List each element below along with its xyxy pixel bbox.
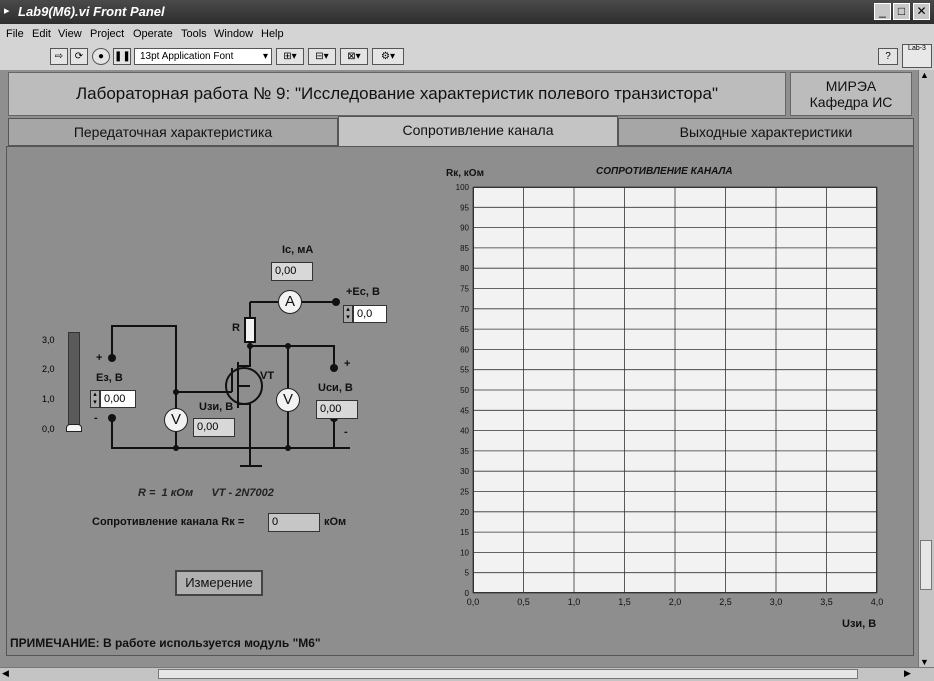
- help-button[interactable]: ?: [878, 48, 898, 65]
- chart-xtick-1,0: 1,0: [567, 597, 581, 607]
- org-name: МИРЭА: [825, 78, 877, 94]
- ez-control[interactable]: 0,00: [100, 390, 136, 408]
- slider-tick-2: 2,0: [42, 364, 55, 374]
- chart-ytick-70: 70: [460, 304, 469, 314]
- ic-indicator: 0,00: [271, 262, 313, 281]
- circuit-params: R = 1 кОм VT - 2N7002: [138, 487, 274, 499]
- org-box: [790, 72, 912, 116]
- ez-label: Eз, В: [96, 372, 123, 384]
- chart-ytick-30: 30: [460, 467, 469, 477]
- rk-label: Сопротивление канала Rк =: [92, 516, 245, 528]
- lab-header: [8, 72, 786, 116]
- slider-tick-1: 1,0: [42, 394, 55, 404]
- scroll-up-icon[interactable]: ▲: [920, 70, 929, 80]
- uzi-label: Uзи, В: [199, 401, 234, 413]
- ec-control[interactable]: 0,0: [353, 305, 387, 323]
- title-bar: [0, 0, 934, 24]
- chart-ytick-35: 35: [460, 446, 469, 456]
- chart-ytick-5: 5: [464, 568, 469, 578]
- org-department: Кафедра ИС: [809, 94, 893, 110]
- menu-window[interactable]: Window: [214, 28, 254, 40]
- ez-slider-thumb[interactable]: [66, 424, 82, 432]
- usi-minus: -: [344, 426, 348, 438]
- chart-title: СОПРОТИВЛЕНИЕ КАНАЛА: [596, 166, 733, 177]
- uzi-indicator: 0,00: [193, 418, 235, 437]
- vt-label: VT: [260, 370, 275, 382]
- vi-icon-label: Lab-3: [908, 45, 926, 52]
- menu-view[interactable]: View: [58, 28, 82, 40]
- scroll-right-icon[interactable]: ▶: [904, 668, 911, 678]
- menu-tools[interactable]: Tools: [181, 28, 207, 40]
- chart-ytick-40: 40: [460, 426, 469, 436]
- menu-help[interactable]: Help: [261, 28, 284, 40]
- chart-ytick-0: 0: [464, 589, 469, 598]
- scroll-down-icon[interactable]: ▼: [920, 657, 929, 667]
- chart-ytick-15: 15: [460, 528, 469, 538]
- vertical-scrollbar[interactable]: [918, 70, 934, 667]
- chart-plot-area: [473, 187, 877, 593]
- font-select-label: 13pt Application Font: [140, 51, 234, 62]
- chart-ytick-10: 10: [460, 548, 469, 558]
- align-icon[interactable]: ⊞▾: [276, 48, 304, 65]
- chart-ytick-50: 50: [460, 386, 469, 395]
- resize-icon[interactable]: ⊠▾: [340, 48, 368, 65]
- toolbar: [0, 44, 934, 71]
- minimize-button[interactable]: _: [874, 3, 891, 20]
- chart-xtick-1,5: 1,5: [618, 597, 631, 607]
- chart-ytick-55: 55: [460, 365, 469, 375]
- chart-xtick-2,0: 2,0: [668, 597, 682, 607]
- slider-tick-0: 0,0: [42, 424, 55, 434]
- abort-icon[interactable]: ●: [92, 48, 110, 65]
- ez-plus: +: [96, 352, 103, 364]
- chart-ytick-80: 80: [460, 264, 469, 274]
- chart-ytick-75: 75: [460, 284, 469, 294]
- ic-label: Ic, мА: [282, 244, 314, 256]
- horizontal-scroll-thumb[interactable]: [158, 669, 858, 679]
- chart-ylabel: Rк, кОм: [446, 168, 484, 179]
- window-title: Lab9(M6).vi Front Panel: [18, 4, 165, 19]
- chart-ytick-100: 100: [455, 183, 469, 192]
- ec-label: +Ec, В: [346, 286, 380, 298]
- chart-ytick-25: 25: [460, 487, 469, 497]
- resistor: [245, 318, 255, 342]
- chart-xtick-4,0: 4,0: [870, 597, 884, 607]
- app-icon: ▸: [4, 5, 10, 17]
- menu-project[interactable]: Project: [90, 28, 125, 40]
- rk-unit: кОм: [324, 516, 347, 528]
- font-select[interactable]: [134, 48, 272, 65]
- chart-ytick-65: 65: [460, 325, 469, 335]
- usi-plus: +: [344, 358, 351, 370]
- chart-ytick-85: 85: [460, 243, 469, 253]
- vi-icon: [902, 44, 932, 68]
- menu-bar: [0, 24, 934, 44]
- pause-icon[interactable]: ❚❚: [113, 48, 131, 65]
- reorder-icon[interactable]: ⚙▾: [372, 48, 404, 65]
- menu-edit[interactable]: Edit: [32, 28, 51, 40]
- r-label: R: [232, 322, 240, 334]
- module-note: ПРИМЕЧАНИЕ: В работе используется модуль "М6": [10, 636, 321, 650]
- maximize-button[interactable]: □: [893, 3, 910, 20]
- tab-transfer[interactable]: Передаточная характеристика: [8, 118, 338, 146]
- wire-left-top: [112, 326, 176, 448]
- menu-operate[interactable]: Operate: [133, 28, 173, 40]
- chart-xtick-2,5: 2,5: [719, 597, 732, 607]
- chart-xtick-0,0: 0,0: [466, 597, 480, 607]
- menu-file[interactable]: File: [6, 28, 24, 40]
- ammeter-icon: A: [278, 290, 302, 314]
- usi-indicator: 0,00: [316, 400, 358, 419]
- scroll-left-icon[interactable]: ◀: [2, 668, 9, 678]
- chart-xtick-3,5: 3,5: [820, 597, 833, 607]
- ec-stepper[interactable]: ▴ ▾: [343, 305, 353, 323]
- run-continuous-icon[interactable]: ⟳: [70, 48, 88, 65]
- measure-button[interactable]: Измерение: [175, 570, 263, 596]
- chart-xlabel: Uзи, В: [842, 618, 877, 630]
- chart-ytick-95: 95: [460, 203, 469, 213]
- chart-xtick-0,5: 0,5: [517, 597, 530, 607]
- tab-channel-resistance[interactable]: Сопротивление канала: [338, 116, 618, 147]
- usi-label: Uси, В: [318, 382, 353, 394]
- ez-minus: -: [94, 412, 98, 424]
- vertical-scroll-thumb[interactable]: [920, 540, 932, 590]
- tab-output[interactable]: Выходные характеристики: [618, 118, 914, 146]
- slider-tick-3: 3,0: [42, 335, 55, 345]
- chart-ytick-90: 90: [460, 223, 469, 233]
- voltmeter-drain-icon: V: [276, 388, 300, 412]
- voltmeter-gate-icon: V: [164, 408, 188, 432]
- run-arrow-icon[interactable]: ⇨: [50, 48, 68, 65]
- ez-slider-track[interactable]: [68, 332, 80, 432]
- page-title: Лабораторная работа № 9: "Исследование характеристик полевого транзистора": [75, 84, 719, 103]
- ez-stepper[interactable]: ▴ ▾: [90, 390, 100, 408]
- chart-ytick-60: 60: [460, 345, 469, 355]
- chevron-down-icon: ▾: [262, 51, 268, 62]
- distribute-icon[interactable]: ⊟▾: [308, 48, 336, 65]
- chart-ytick-20: 20: [460, 507, 469, 517]
- chart-ytick-45: 45: [460, 406, 469, 416]
- rk-indicator: 0: [268, 513, 320, 532]
- close-button[interactable]: ✕: [913, 3, 930, 20]
- chart-xtick-3,0: 3,0: [769, 597, 783, 607]
